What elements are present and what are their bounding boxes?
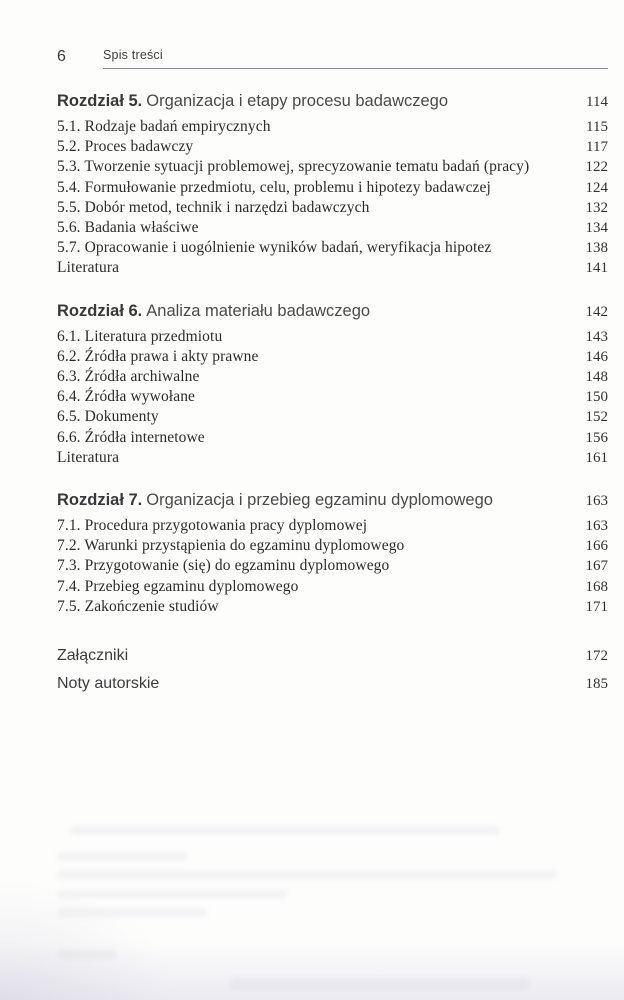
entry-page-number: 148	[585, 369, 608, 386]
toc-extra-row	[57, 670, 608, 698]
extra-page-number: 172	[585, 648, 608, 665]
entry-list	[57, 117, 608, 279]
chapter-label: Rozdział 6.	[57, 301, 143, 320]
chapter-title: Analiza materiału badawczego	[146, 301, 371, 320]
running-title: Spis treści	[103, 48, 163, 62]
entry-title: 7.3. Przygotowanie (się) do egzaminu dyplomowego	[57, 557, 390, 575]
toc-section	[57, 491, 608, 617]
entry-page-number: 150	[585, 389, 608, 406]
entry-title: 7.1. Procedura przygotowania pracy dyplomowej	[57, 517, 368, 535]
entry-title: 7.2. Warunki przystąpienia do egzaminu dyplomowego	[57, 537, 405, 555]
header-rule	[103, 46, 608, 69]
entry-page-number: 152	[585, 409, 608, 426]
extra-title: Załączniki	[57, 647, 129, 665]
entry-list	[57, 327, 608, 468]
bleed-through-artifact	[57, 890, 287, 899]
toc-entry-row	[57, 448, 608, 468]
toc-entry-row	[57, 387, 608, 407]
entry-page-number: 115	[586, 119, 608, 135]
entry-title: 6.3. Źródła archiwalne	[57, 368, 200, 386]
chapter-label: Rozdział 5.	[57, 92, 143, 110]
entry-page-number: 138	[585, 240, 608, 257]
bleed-through-artifact	[57, 870, 557, 879]
entry-page-number: 122	[585, 159, 608, 176]
toc-section	[57, 92, 608, 279]
bleed-through-artifact	[70, 826, 500, 835]
chapter-heading-row	[57, 491, 608, 510]
scan-bottom-shadow	[0, 942, 624, 1000]
entry-page-number: 141	[585, 260, 608, 277]
toc-entry-row	[57, 137, 608, 157]
toc-entry-row	[57, 428, 608, 448]
entry-title: Literatura	[57, 259, 120, 277]
entry-title: 6.5. Dokumenty	[57, 408, 159, 426]
chapter-heading-text	[57, 302, 574, 321]
bleed-through-artifact	[57, 950, 117, 959]
entry-page-number: 134	[585, 220, 608, 237]
toc-entry-row	[57, 327, 608, 347]
page-content	[57, 46, 608, 698]
toc-entry-row	[57, 536, 608, 556]
entry-title: 6.1. Literatura przedmiotu	[57, 327, 223, 345]
toc-entry-row	[57, 347, 608, 367]
entry-list	[57, 516, 608, 617]
toc-entry-row	[57, 117, 608, 137]
entry-title: Literatura	[57, 448, 120, 466]
entry-title: 5.3. Tworzenie sytuacji problemowej, sprecyzowanie tematu badań (pracy)	[57, 158, 530, 176]
chapter-heading-text	[57, 491, 574, 510]
toc-entry-row	[57, 556, 608, 576]
entry-page-number: 124	[585, 179, 608, 196]
chapter-label: Rozdział 7.	[57, 491, 143, 510]
chapter-page-number: 142	[585, 303, 608, 320]
chapter-title: Organizacja i etapy procesu badawczego	[146, 92, 449, 110]
extra-title: Noty autorskie	[57, 675, 160, 693]
entry-title: 5.6. Badania właściwe	[57, 219, 199, 237]
running-header	[57, 46, 608, 69]
extra-page-number: 185	[585, 676, 608, 693]
toc-entry-row	[57, 157, 608, 177]
toc-entry-row	[57, 178, 608, 198]
chapter-heading-row	[57, 302, 608, 321]
entry-page-number: 166	[585, 538, 608, 555]
toc-extra-row	[57, 642, 608, 670]
scan-corner-shadow	[0, 880, 180, 1000]
entry-title: 7.5. Zakończenie studiów	[57, 597, 219, 615]
entry-title: 5.1. Rodzaje badań empirycznych	[57, 118, 271, 135]
entry-title: 6.4. Źródła wywołane	[57, 388, 196, 406]
chapter-title: Organizacja i przebieg egzaminu dyplomowego	[146, 491, 493, 510]
chapter-heading-row	[57, 92, 608, 111]
toc-entry-row	[57, 407, 608, 427]
entry-title: 5.7. Opracowanie i uogólnienie wyników badań, weryfikacja hipotez	[57, 239, 492, 257]
bleed-through-artifact	[57, 852, 187, 861]
entry-page-number: 167	[585, 558, 608, 575]
entry-title: 5.2. Proces badawczy	[57, 138, 194, 156]
bleed-through-artifact	[57, 908, 207, 917]
entry-page-number: 168	[585, 578, 608, 595]
toc-entry-row	[57, 597, 608, 617]
toc-entry-row	[57, 258, 608, 278]
toc-entry-row	[57, 516, 608, 536]
entry-page-number: 143	[585, 328, 608, 345]
entry-page-number: 161	[585, 449, 608, 466]
toc-entry-row	[57, 238, 608, 258]
page-number-folio: 6	[57, 48, 66, 65]
toc-section	[57, 302, 608, 468]
entry-page-number: 163	[585, 518, 608, 535]
chapter-heading-text	[57, 92, 574, 111]
toc-entry-row	[57, 367, 608, 387]
entry-page-number: 146	[585, 348, 608, 365]
entry-page-number: 171	[585, 598, 608, 615]
entry-title: 7.4. Przebieg egzaminu dyplomowego	[57, 577, 299, 595]
toc-entry-row	[57, 577, 608, 597]
entry-title: 6.6. Źródła internetowe	[57, 428, 205, 446]
toc-entry-row	[57, 218, 608, 238]
toc-sections	[57, 92, 608, 617]
toc-entry-row	[57, 198, 608, 218]
entry-page-number: 117	[586, 139, 608, 156]
entry-page-number: 156	[585, 429, 608, 446]
entry-title: 5.4. Formułowanie przedmiotu, celu, problemu i hipotezy badawczej	[57, 178, 491, 196]
entry-title: 6.2. Źródła prawa i akty prawne	[57, 347, 259, 365]
entry-page-number: 132	[585, 199, 608, 216]
toc-extras	[57, 642, 608, 698]
chapter-page-number: 163	[585, 493, 608, 510]
chapter-page-number: 114	[586, 94, 608, 110]
entry-title: 5.5. Dobór metod, technik i narzędzi badawczych	[57, 198, 370, 216]
bleed-through-artifact	[230, 978, 530, 990]
